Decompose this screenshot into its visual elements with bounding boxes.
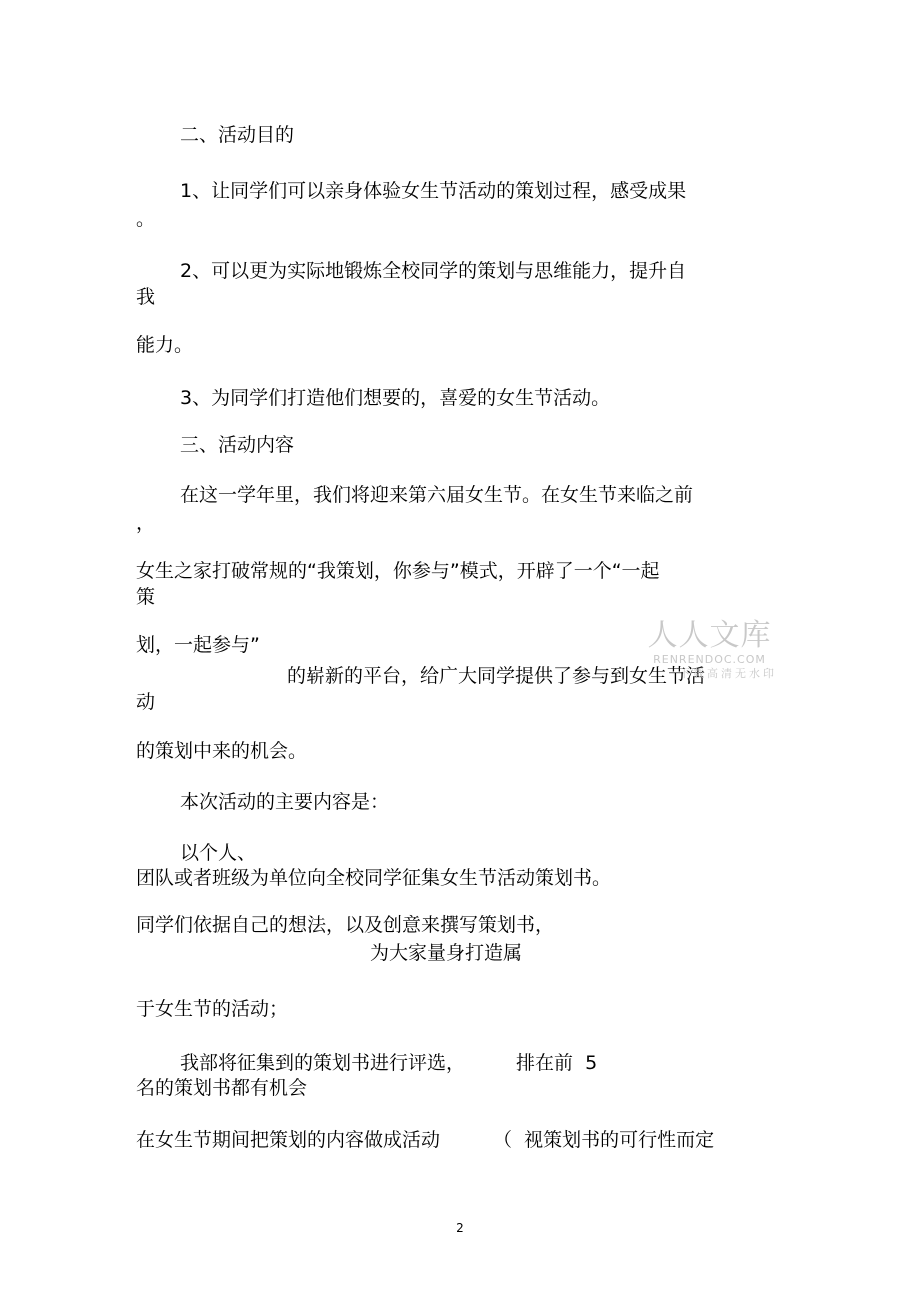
text-line: 女生之家打破常规的“我策划，你参与”模式，开辟了一个“一起 bbox=[136, 560, 660, 582]
text-line: 为大家量身打造属 bbox=[370, 942, 523, 964]
page-number: 2 bbox=[456, 1221, 464, 1235]
text-line: 。 bbox=[136, 208, 156, 230]
text-line: 动 bbox=[136, 691, 156, 713]
text-line: 我部将征集到的策划书进行评选， bbox=[180, 1052, 466, 1074]
text-line: 同学们依据自己的想法，以及创意来撰写策划书， bbox=[136, 914, 555, 936]
text-line: 1、让同学们可以亲身体验女生节活动的策划过程，感受成果 bbox=[180, 180, 687, 202]
heading-activity-purpose: 二、活动目的 bbox=[180, 124, 295, 146]
text-line: 本次活动的主要内容是： bbox=[180, 791, 390, 813]
text-line: 2、可以更为实际地锻炼全校同学的策划与思维能力，提升自 bbox=[180, 260, 687, 282]
text-line: 的策划中来的机会。 bbox=[136, 740, 308, 762]
text-line: 于女生节的活动； bbox=[136, 998, 289, 1020]
watermark-title: 人人文库 bbox=[647, 618, 772, 653]
heading-activity-content: 三、活动内容 bbox=[180, 434, 295, 456]
text-line: ， bbox=[136, 512, 156, 534]
watermark-subtitle: 下载高清无水印 bbox=[679, 667, 777, 680]
text-line: 的崭新的平台，给广大同学提供了参与到女生节活 bbox=[287, 665, 706, 687]
text-line: 在这一学年里，我们将迎来第六届女生节。在女生节来临之前 bbox=[180, 484, 694, 506]
text-line: 团队或者班级为单位向全校同学征集女生节活动策划书。 bbox=[136, 867, 612, 889]
watermark-domain: RENRENDOC.COM bbox=[653, 653, 766, 666]
text-line: 排在前 5 bbox=[516, 1052, 598, 1074]
text-line: 我 bbox=[136, 286, 156, 308]
text-line: 3、为同学们打造他们想要的，喜爱的女生节活动。 bbox=[180, 387, 611, 409]
text-line: 策 bbox=[136, 586, 156, 608]
text-line: 在女生节期间把策划的内容做成活动 bbox=[136, 1129, 441, 1151]
text-line: 名的策划书都有机会 bbox=[136, 1077, 308, 1099]
watermark bbox=[642, 618, 777, 684]
text-line: 以个人、 bbox=[180, 842, 257, 864]
text-line: 划，一起参与” bbox=[136, 634, 260, 656]
text-line: 能力。 bbox=[136, 334, 194, 356]
text-line: （ 视策划书的可行性而定 bbox=[493, 1129, 715, 1151]
